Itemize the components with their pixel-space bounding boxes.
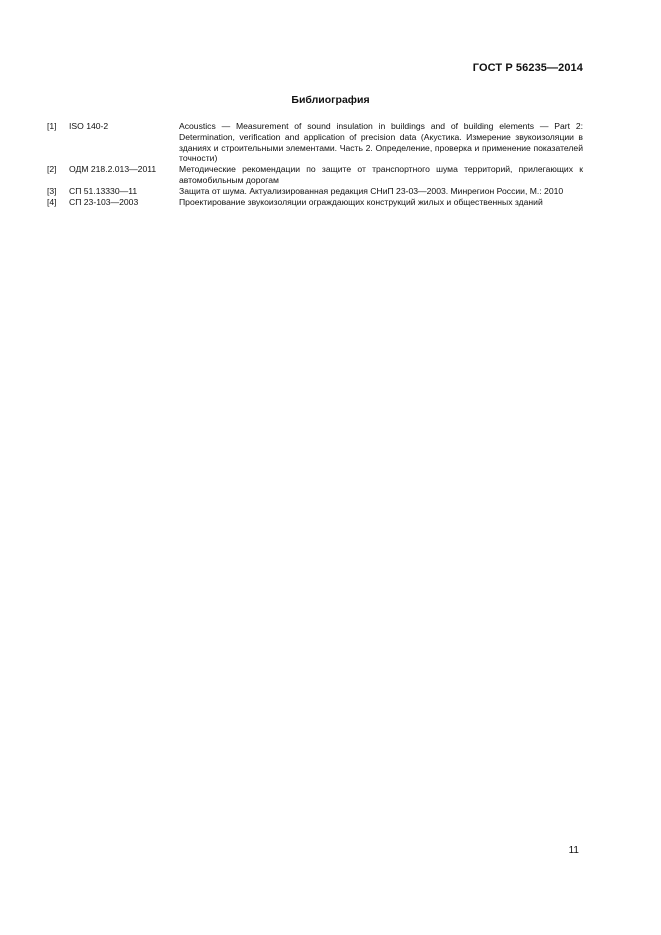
section-title: Библиография bbox=[291, 94, 370, 106]
bibliography-list bbox=[47, 121, 583, 207]
entry-number: [2] bbox=[47, 164, 57, 175]
entry-description: Методические рекомендации по защите от транспортного шума территорий, прилегающих к автомобильным дорогам bbox=[179, 164, 583, 185]
entry-reference: ISO 140-2 bbox=[69, 121, 109, 131]
entry-number: [1] bbox=[47, 121, 57, 131]
entry-description: Защита от шума. Актуализированная редакция СНиП 23-03—2003. Минрегион России, М.: 2010 bbox=[179, 185, 564, 196]
document-code: ГОСТ Р 56235—2014 bbox=[472, 62, 583, 74]
bibliography-entry bbox=[47, 121, 583, 164]
page-number: 11 bbox=[568, 845, 579, 856]
bibliography-entry bbox=[47, 164, 583, 186]
entry-description: Acoustics — Measurement of sound insulation in buildings and of building elements — Part 2: Determination, verification and application of precision data (Акустика. Измерение звукоизоляции в зданиях и строительными элементами. Часть 2. Определение, проверка и применение показателей точности) bbox=[179, 121, 583, 164]
entry-number: [4] bbox=[47, 196, 57, 207]
bibliography-entry bbox=[47, 186, 583, 197]
entry-reference: СП 23-103—2003 bbox=[69, 196, 139, 207]
bibliography-entry bbox=[47, 197, 583, 208]
entry-number: [3] bbox=[47, 185, 57, 196]
entry-description: Проектирование звукоизоляции ограждающих конструкций жилых и общественных зданий bbox=[179, 196, 543, 207]
entry-reference: СП 51.13330—11 bbox=[69, 185, 138, 196]
entry-reference: ОДМ 218.2.013—2011 bbox=[69, 164, 157, 175]
